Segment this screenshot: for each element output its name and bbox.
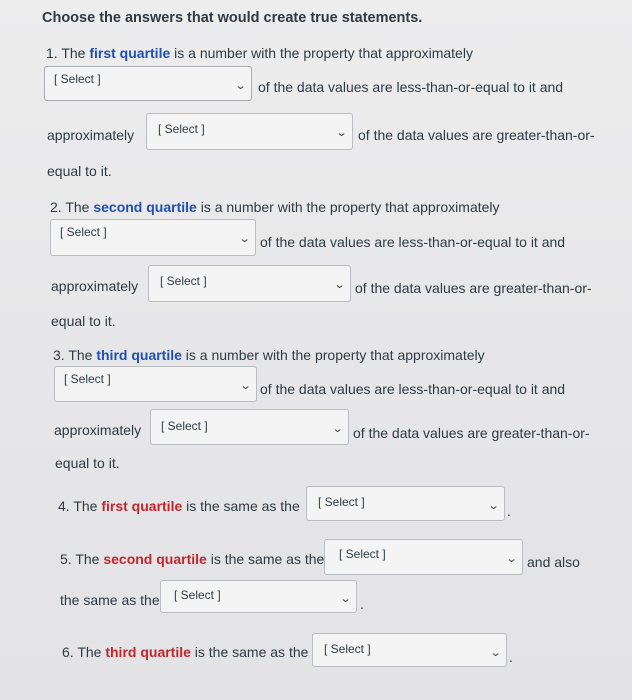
chevron-down-icon: ⌄ bbox=[234, 80, 247, 92]
q4-select-value: [ Select ] bbox=[318, 495, 365, 509]
q3-pre: The bbox=[68, 347, 93, 363]
q5-post: is the same as the bbox=[210, 551, 325, 567]
q1-statement bbox=[46, 44, 473, 62]
chevron-down-icon: ⌄ bbox=[487, 500, 500, 512]
q5-number: 5. bbox=[60, 551, 72, 567]
q3-select-2-value: [ Select ] bbox=[161, 419, 208, 433]
q2-select-1-value: [ Select ] bbox=[60, 225, 107, 239]
q3-number: 3. bbox=[53, 347, 65, 363]
q1-term: first quartile bbox=[89, 45, 171, 61]
q4-number: 4. bbox=[58, 498, 70, 514]
q3-select-1-value: [ Select ] bbox=[64, 372, 111, 386]
q3-select-1[interactable] bbox=[54, 366, 257, 402]
q5-select-2-value: [ Select ] bbox=[174, 588, 221, 602]
q6-post: is the same as the bbox=[194, 644, 309, 660]
q5-statement bbox=[60, 550, 324, 568]
q1-mid-text: of the data values are less-than-or-equal to it and bbox=[258, 79, 564, 95]
q5-term: second quartile bbox=[103, 551, 207, 567]
q5-end-period: . bbox=[360, 596, 364, 612]
q3-approx-label: approximately bbox=[54, 422, 142, 438]
q6-select[interactable] bbox=[312, 633, 507, 667]
q3-tail-text: of the data values are greater-than-or- bbox=[353, 425, 590, 441]
q1-select-1[interactable] bbox=[44, 66, 252, 101]
q1-pre: The bbox=[61, 45, 86, 61]
q6-number: 6. bbox=[62, 644, 74, 660]
q6-pre: The bbox=[77, 644, 102, 660]
q2-post: is a number with the property that approximately bbox=[200, 199, 500, 215]
q5-pre: The bbox=[75, 551, 100, 567]
instructions-heading: Choose the answers that would create true statements. bbox=[42, 10, 423, 26]
q2-mid-text: of the data values are less-than-or-equal to it and bbox=[260, 234, 566, 250]
q4-pre: The bbox=[73, 498, 98, 514]
chevron-down-icon: ⌄ bbox=[333, 279, 346, 291]
q4-post: is the same as the bbox=[186, 498, 300, 514]
q3-select-2[interactable] bbox=[150, 409, 349, 445]
q5-select-1[interactable] bbox=[324, 539, 523, 575]
q2-select-2[interactable] bbox=[148, 265, 351, 302]
q5-select-1-value: [ Select ] bbox=[339, 547, 386, 561]
q1-number: 1. bbox=[46, 45, 58, 61]
q2-select-2-value: [ Select ] bbox=[160, 274, 207, 288]
q2-pre: The bbox=[65, 199, 90, 215]
chevron-down-icon: ⌄ bbox=[239, 380, 252, 392]
q4-term: first quartile bbox=[101, 498, 183, 514]
q1-select-1-value: [ Select ] bbox=[54, 72, 101, 86]
chevron-down-icon: ⌄ bbox=[335, 127, 348, 139]
q4-select[interactable] bbox=[306, 486, 505, 521]
q2-statement bbox=[50, 198, 500, 216]
q2-number: 2. bbox=[50, 199, 62, 215]
chevron-down-icon: ⌄ bbox=[489, 647, 502, 659]
q2-tail-text: of the data values are greater-than-or- bbox=[355, 280, 592, 296]
q3-statement bbox=[53, 346, 485, 364]
q1-tail-text: of the data values are greater-than-or- bbox=[358, 127, 595, 143]
q1-end-text: equal to it. bbox=[47, 163, 112, 179]
chevron-down-icon: ⌄ bbox=[339, 593, 352, 605]
q2-approx-label: approximately bbox=[51, 278, 139, 294]
chevron-down-icon: ⌄ bbox=[505, 553, 518, 565]
q2-end-text: equal to it. bbox=[51, 313, 116, 329]
q6-select-value: [ Select ] bbox=[324, 642, 371, 656]
q3-mid-text: of the data values are less-than-or-equal to it and bbox=[260, 381, 566, 397]
q1-post: is a number with the property that approximately bbox=[174, 45, 473, 61]
q6-end-period: . bbox=[509, 649, 513, 665]
chevron-down-icon: ⌄ bbox=[238, 233, 251, 245]
q4-end-period: . bbox=[507, 503, 511, 519]
q6-statement bbox=[62, 643, 308, 661]
q1-select-2-value: [ Select ] bbox=[158, 122, 205, 136]
q4-statement bbox=[58, 497, 300, 515]
q3-term: third quartile bbox=[96, 347, 182, 363]
q5-also-text: and also bbox=[527, 554, 580, 570]
q2-term: second quartile bbox=[93, 199, 197, 215]
chevron-down-icon: ⌄ bbox=[331, 423, 344, 435]
q1-approx-label: approximately bbox=[47, 127, 135, 143]
q6-term: third quartile bbox=[105, 644, 191, 660]
q2-select-1[interactable] bbox=[50, 219, 256, 256]
q5-same-label: the same as the bbox=[60, 592, 160, 608]
q1-select-2[interactable] bbox=[146, 113, 353, 150]
q3-end-text: equal to it. bbox=[55, 455, 120, 471]
q3-post: is a number with the property that approximately bbox=[185, 347, 485, 363]
q5-select-2[interactable] bbox=[160, 580, 357, 613]
